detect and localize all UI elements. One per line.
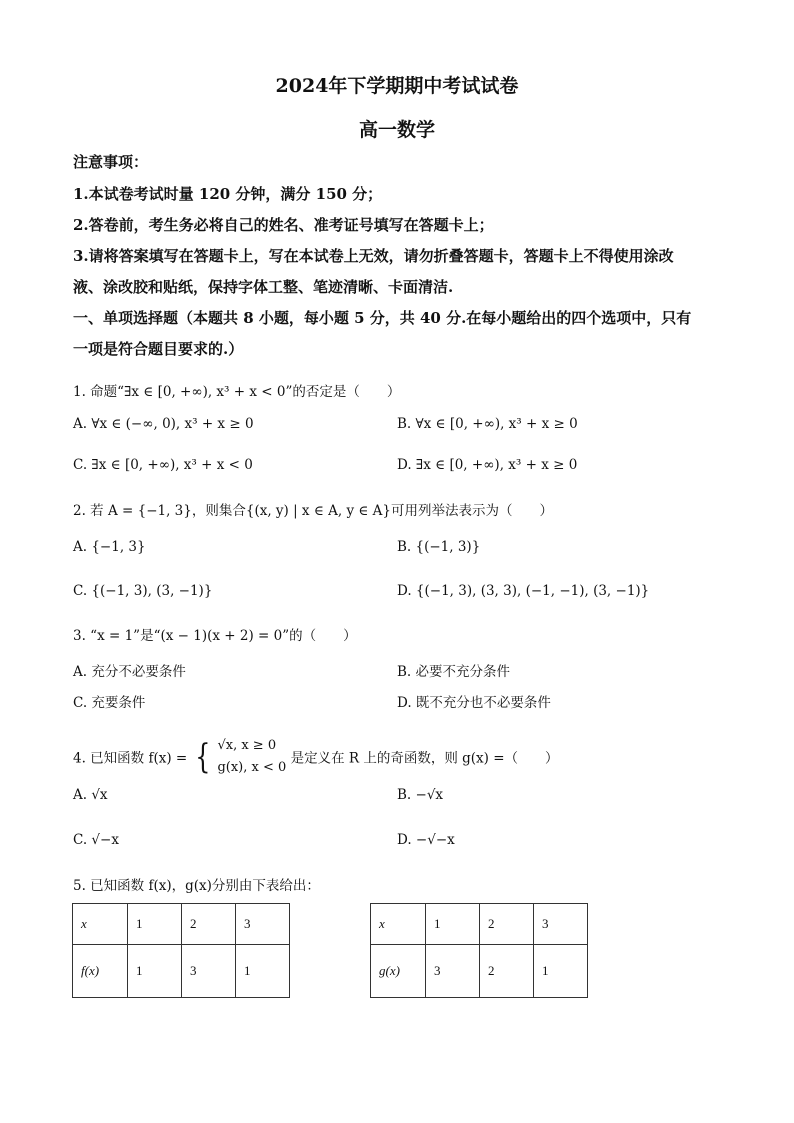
question-2-option-d: D. {(−1, 3), (3, 3), (−1, −1), (3, −1)} <box>397 583 650 599</box>
table-row <box>371 904 588 945</box>
question-1-option-d: D. ∃x ∈ [0, +∞), x³ + x ≥ 0 <box>397 457 578 473</box>
section-heading: 一、单项选择题（本题共 8 小题，每小题 5 分，共 40 分.在每小题给出的四个选项中，只有 <box>73 309 692 327</box>
g-table <box>370 903 588 998</box>
table-cell: 3 <box>236 904 290 945</box>
question-3-stem: 3. “x = 1”是“(x − 1)(x + 2) = 0”的（ ） <box>73 628 357 644</box>
piecewise-cases <box>217 735 286 779</box>
question-4-option-b: B. −√x <box>397 787 444 803</box>
table-cell: 1 <box>236 945 290 998</box>
question-5-stem: 5. 已知函数 f(x)，g(x)分别由下表给出： <box>73 878 320 894</box>
table-cell: 2 <box>480 945 534 998</box>
table-cell: 1 <box>128 904 182 945</box>
notice-item-3-continued: 液、涂改胶和贴纸，保持字体工整、笔迹清晰、卡面清洁. <box>73 278 454 296</box>
question-3-option-d: D. 既不充分也不必要条件 <box>397 695 551 711</box>
table-cell: 2 <box>182 904 236 945</box>
table-cell: 3 <box>426 945 480 998</box>
notice-heading: 注意事项： <box>73 153 149 171</box>
notice-item-1: 1.本试卷考试时量 120 分钟，满分 150 分； <box>73 185 383 203</box>
question-2-option-a: A. {−1, 3} <box>73 539 146 555</box>
question-4-option-a: A. √x <box>73 787 108 803</box>
table-row <box>73 904 290 945</box>
table-row <box>73 945 290 998</box>
table-cell: x <box>371 904 426 945</box>
question-1-option-b: B. ∀x ∈ [0, +∞), x³ + x ≥ 0 <box>397 416 578 432</box>
notice-item-3: 3.请将答案填写在答题卡上，写在本试卷上无效，请勿折叠答题卡，答题卡上不得使用涂改 <box>73 247 674 265</box>
section-heading-continued: 一项是符合题目要求的.） <box>73 340 244 358</box>
question-4-stem: 4. 已知函数 f(x) = { √x, x ≥ 0 g(x), x < 0 是定义在 R 上的奇函数，则 g(x) =（ ） <box>73 737 559 777</box>
question-3-option-b: B. 必要不充分条件 <box>397 664 511 680</box>
table-cell: 1 <box>426 904 480 945</box>
table-row <box>371 945 588 998</box>
question-4-option-c: C. √−x <box>73 832 119 848</box>
table-cell: 3 <box>534 904 588 945</box>
question-4-stem-after: 是定义在 R 上的奇函数，则 g(x) =（ ） <box>290 750 559 767</box>
table-cell: 1 <box>128 945 182 998</box>
table-cell: f(x) <box>73 945 128 998</box>
question-2-option-b: B. {(−1, 3)} <box>397 539 481 555</box>
question-4-stem-before: 4. 已知函数 f(x) = <box>73 750 192 767</box>
piecewise-case-1: √x, x ≥ 0 <box>217 738 277 753</box>
question-1-option-c: C. ∃x ∈ [0, +∞), x³ + x < 0 <box>73 457 253 473</box>
question-1-option-a: A. ∀x ∈ (−∞, 0), x³ + x ≥ 0 <box>73 416 254 432</box>
question-2-stem: 2. 若 A = {−1, 3}，则集合{(x, y) | x ∈ A, y ∈ A}可用列举法表示为（ ） <box>73 503 553 519</box>
table-cell: 3 <box>182 945 236 998</box>
question-1-stem: 1. 命题“∃x ∈ [0, +∞), x³ + x < 0”的否定是（ ） <box>73 384 401 400</box>
table-cell: 1 <box>534 945 588 998</box>
table-cell: g(x) <box>371 945 426 998</box>
question-3-option-c: C. 充要条件 <box>73 695 146 711</box>
notice-item-2: 2.答卷前，考生务必将自己的姓名、准考证号填写在答题卡上； <box>73 216 494 234</box>
question-2-option-c: C. {(−1, 3), (3, −1)} <box>73 583 213 599</box>
table-cell: 2 <box>480 904 534 945</box>
piecewise-case-2: g(x), x < 0 <box>217 760 287 775</box>
table-cell: x <box>73 904 128 945</box>
exam-subtitle: 高一数学 <box>358 119 435 141</box>
f-table <box>72 903 290 998</box>
question-3-option-a: A. 充分不必要条件 <box>73 664 186 680</box>
exam-title: 2024年下学期期中考试试卷 <box>275 75 519 97</box>
question-4-option-d: D. −√−x <box>397 832 455 848</box>
